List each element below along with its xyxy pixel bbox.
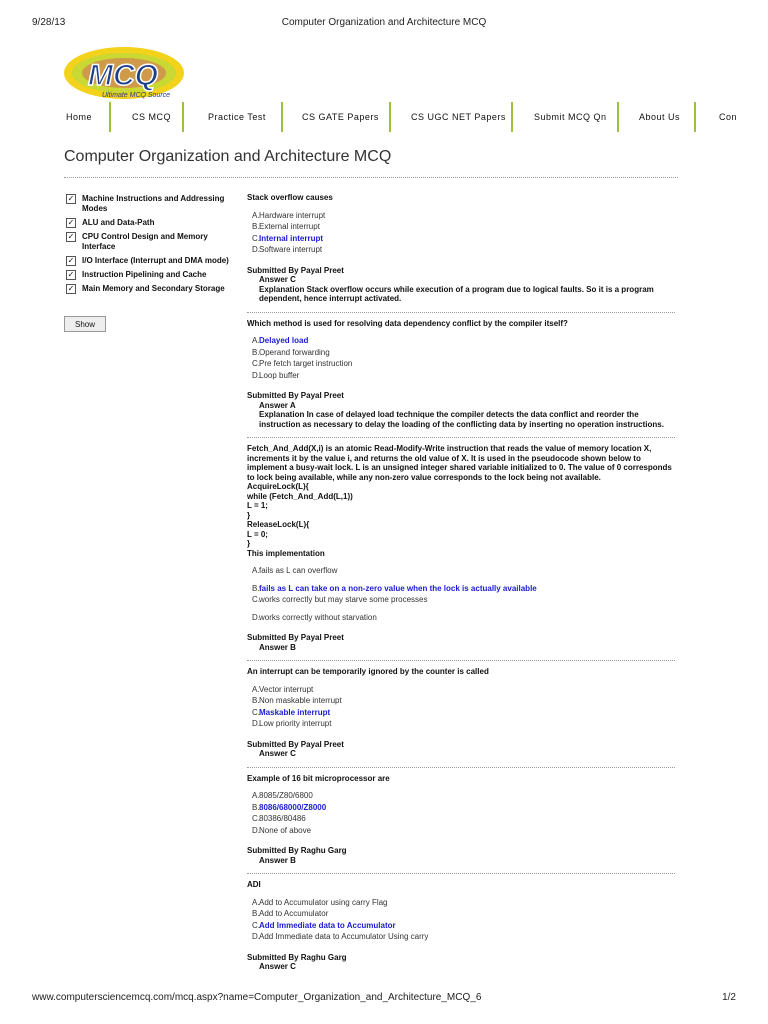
question-text: ADI [247, 880, 261, 889]
option-text: Hardware interrupt [259, 210, 326, 220]
nav-divider [617, 102, 619, 132]
divider [64, 177, 678, 178]
submitted-by: Submitted By Payal Preet [247, 739, 344, 749]
nav-about-us[interactable]: About Us [639, 112, 681, 122]
site-logo[interactable] [62, 45, 202, 105]
option[interactable] [247, 221, 675, 233]
option-text: Pre fetch target instruction [259, 359, 353, 368]
option-letter: B. [252, 696, 260, 705]
option-text: Add to Accumulator [259, 909, 329, 918]
option-correct[interactable] [247, 920, 675, 932]
option-letter: A. [252, 684, 260, 694]
code-line: while (Fetch_And_Add(L,1)) [247, 491, 353, 501]
option-text: Maskable interrupt [259, 707, 331, 717]
nav-submit-mcq[interactable]: Submit MCQ Qn [534, 112, 607, 122]
option-text: Internal interrupt [259, 233, 324, 243]
option-correct[interactable] [247, 233, 675, 245]
page-number: 1/2 [722, 992, 736, 1003]
option-correct[interactable] [247, 583, 675, 595]
option-text: Add to Accumulator using carry Flag [259, 897, 388, 907]
option[interactable] [247, 825, 675, 837]
option-text: works correctly without starvation [259, 612, 377, 622]
question-text: Which method is used for resolving data dependency conflict by the compiler itself? [247, 318, 568, 328]
checkbox[interactable]: ✓ [67, 284, 75, 293]
explanation: Explanation Stack overflow occurs while execution of a program due to logical faults. So it is a program dependent, hence interrupt activated. [259, 284, 654, 303]
question-text: Fetch_And_Add(X,i) is an atomic Read-Modify-Write instruction that reads the value of memory location X, increments it by the value i, and returns the old value of X. It is used in the pseudocode shown below to implement a busy-wait lock. L is an unsigned integer shared variable initialized to 0. The value of 0 corresponds to lock being available, while any non-zero value corresponds to the lock being not available. [247, 444, 672, 482]
show-button[interactable]: Show [64, 316, 106, 332]
option[interactable] [247, 695, 675, 707]
option-letter: C. [252, 359, 260, 368]
option[interactable] [247, 897, 675, 909]
logo-tagline: Ultimate MCQ Source [102, 92, 171, 99]
option-correct[interactable] [247, 802, 675, 814]
option-letter: A. [252, 566, 260, 575]
divider [247, 437, 675, 438]
option[interactable] [247, 358, 675, 370]
option-correct[interactable] [247, 707, 675, 719]
option[interactable] [247, 790, 675, 802]
option-letter: C. [252, 707, 260, 717]
category-label: CPU Control Design and Memory Interface [82, 232, 208, 251]
option-letter: D. [252, 245, 260, 254]
submitted-by: Submitted By Raghu Garg [247, 952, 347, 962]
nav-cs-ugc-net-papers[interactable]: CS UGC NET Papers [411, 112, 506, 122]
option-letter: D. [252, 825, 260, 835]
category-label: ALU and Data-Path [82, 218, 155, 227]
category-label: I/O Interface (Interrupt and DMA mode) [82, 256, 229, 265]
nav-divider [182, 102, 184, 132]
category-filter [66, 194, 241, 298]
print-url: www.computersciencemcq.com/mcq.aspx?name=Computer_Organization_and_Architecture_MCQ_6 [32, 992, 482, 1003]
option-text: Loop buffer [259, 370, 300, 380]
option-text: 8086/68000/Z8000 [259, 802, 327, 812]
question-item [247, 774, 675, 875]
question-text: Stack overflow causes [247, 193, 333, 202]
category-item[interactable] [66, 256, 241, 266]
nav-divider [389, 102, 391, 132]
option-letter: C. [252, 814, 260, 823]
nav-divider [511, 102, 513, 132]
main-nav [55, 102, 768, 132]
option[interactable] [247, 931, 675, 943]
option-letter: B. [252, 802, 260, 812]
code-line: L = 0; [247, 529, 268, 539]
nav-home[interactable]: Home [66, 112, 93, 122]
option-text: Non maskable interrupt [259, 696, 342, 705]
print-date: 9/28/13 [32, 17, 66, 28]
option-letter: A. [252, 210, 260, 220]
category-label: Instruction Pipelining and Cache [82, 270, 207, 279]
question-item [247, 319, 675, 439]
answer: Answer C [259, 749, 296, 758]
option-letter: D. [252, 612, 260, 622]
submitted-by: Submitted By Payal Preet [247, 391, 344, 400]
option-letter: C. [252, 233, 260, 243]
option[interactable] [247, 612, 675, 624]
option-letter: B. [252, 347, 260, 357]
option-text: Operand forwarding [259, 347, 330, 357]
code-line: } [247, 539, 251, 548]
page-title: Computer Organization and Architecture MCQ [64, 148, 392, 165]
option-letter: D. [252, 932, 260, 941]
question-item [247, 880, 675, 972]
logo-text: MCQ [88, 59, 158, 92]
option-text: Add Immediate data to Accumulator [259, 920, 396, 930]
divider [247, 312, 675, 313]
nav-divider [281, 102, 283, 132]
option[interactable] [247, 370, 675, 382]
option-letter: A. [252, 336, 260, 345]
code-line: L = 1; [247, 501, 268, 510]
option[interactable] [247, 718, 675, 730]
checkbox[interactable]: ✓ [67, 270, 75, 279]
answer: Answer B [259, 642, 296, 652]
option-letter: D. [252, 719, 260, 728]
option-text: fails as L can overflow [259, 566, 338, 575]
option[interactable] [247, 813, 675, 825]
option-text: Delayed load [259, 336, 309, 345]
checkbox[interactable]: ✓ [67, 256, 75, 265]
print-header [32, 17, 736, 31]
question-item [247, 193, 675, 313]
print-footer [32, 992, 736, 1006]
checkbox[interactable]: ✓ [67, 218, 75, 227]
submitted-by: Submitted By Payal Preet [247, 633, 344, 642]
question-text: An interrupt can be temporarily ignored by the counter is called [247, 667, 489, 676]
nav-cs-mcq[interactable]: CS MCQ [132, 112, 171, 122]
category-item[interactable] [66, 194, 241, 214]
option[interactable] [247, 347, 675, 359]
category-label: Machine Instructions and Addressing Modes [82, 194, 225, 213]
option-letter: C. [252, 920, 260, 930]
option-text: Add Immediate data to Accumulator Using carry [259, 932, 429, 941]
option[interactable] [247, 244, 675, 256]
nav-contact[interactable]: Con [719, 112, 738, 122]
category-item[interactable] [66, 232, 241, 252]
option-letter: D. [252, 370, 260, 380]
code-line: } [247, 510, 251, 520]
option-letter: B. [252, 909, 260, 918]
option-text: Software interrupt [259, 245, 323, 254]
question-item [247, 667, 675, 768]
nav-divider [694, 102, 696, 132]
option-text: 80386/80486 [259, 814, 306, 823]
category-label: Main Memory and Secondary Storage [82, 284, 225, 293]
option-text: None of above [259, 825, 312, 835]
category-item[interactable] [66, 218, 241, 228]
option[interactable] [247, 210, 675, 222]
category-item[interactable] [66, 284, 241, 294]
option-text: 8085/Z80/6800 [259, 791, 313, 800]
answer: Answer B [259, 855, 296, 865]
submitted-by: Submitted By Payal Preet [247, 265, 344, 275]
option-letter: A. [252, 791, 260, 800]
code-line: ReleaseLock(L){ [247, 520, 310, 529]
option-text: fails as L can take on a non-zero value when the lock is actually available [259, 583, 537, 593]
answer: Answer C [259, 275, 296, 284]
option[interactable] [247, 594, 675, 606]
option-letter: B. [252, 583, 260, 593]
answer: Answer A [259, 400, 296, 410]
option[interactable] [247, 908, 675, 920]
question-list [247, 193, 675, 972]
divider [247, 767, 675, 768]
option-letter: C. [252, 595, 260, 604]
explanation: Explanation In case of delayed load technique the compiler detects the data conflict and reorder the instruction as necessary to delay the loading of the conflicting data by inserting no operation instructions. [259, 410, 664, 429]
submitted-by: Submitted By Raghu Garg [247, 846, 347, 855]
checkbox[interactable]: ✓ [67, 194, 75, 203]
code-line: AcquireLock(L){ [247, 482, 309, 491]
answer: Answer C [259, 962, 296, 971]
option-text: Vector interrupt [259, 684, 314, 694]
code-line: This implementation [247, 548, 325, 558]
option-text: works correctly but may starve some processes [259, 595, 428, 604]
category-item[interactable] [66, 270, 241, 280]
option-correct[interactable] [247, 335, 675, 347]
nav-practice-test[interactable]: Practice Test [208, 112, 266, 122]
question-item [247, 444, 675, 661]
print-title: Computer Organization and Architecture MCQ [281, 17, 487, 28]
option[interactable] [247, 565, 675, 577]
option-text: External interrupt [259, 222, 320, 231]
nav-cs-gate-papers[interactable]: CS GATE Papers [302, 112, 379, 122]
divider [247, 873, 675, 874]
nav-divider [109, 102, 111, 132]
option-letter: B. [252, 222, 260, 231]
checkbox[interactable]: ✓ [67, 232, 75, 241]
option-text: Low priority interrupt [259, 719, 332, 728]
divider [247, 660, 675, 661]
question-text: Example of 16 bit microprocessor are [247, 773, 390, 783]
option[interactable] [247, 684, 675, 696]
option-letter: A. [252, 897, 260, 907]
